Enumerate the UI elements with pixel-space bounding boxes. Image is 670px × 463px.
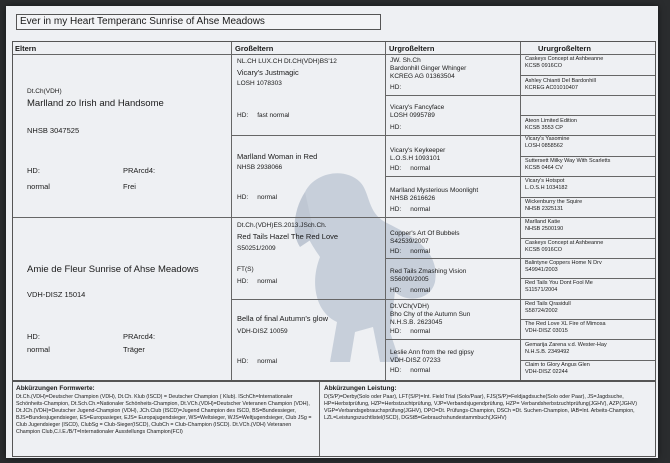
- grandparent-3-reg: S50251/2009: [237, 245, 276, 252]
- grandparent-2-hd: HD: normal: [237, 194, 278, 201]
- ggreat-7: Wickenburry the Squire NHSB 2325131: [525, 199, 583, 212]
- legend-leistung-text: D(S/P)=Derby(Solo oder Paar), LFT(S/P)=Int. Field Trial (Solo/Paar), FJS(S/P)=Feldjagdsuche(Solo oder Paar), JS=Jagdsuche, HP=Herbstprüfung, HZP=Herbstzuchtprüfung, VJP=Verbandsjugendprüfung, HZP= Verbandsherbstzuchtprüfung(JGHV), AZP(JGHV) VGP=Verbandsgebrauchsprüfung(JGHV), DPO=Dt. Prüfungs-Champion, DSCh =Dt. Suchen-Champion, IAB=Int. Arbeits-Champion, LZL=Leistungszuchtlistel(ISCD), DGStB=Gebrauchshundestammbuch(JGHV): [324, 394, 637, 421]
- col-header-ururgrosseltern: Ururgroßeltern: [538, 44, 591, 53]
- great-5-reg: S42539/2007: [390, 238, 429, 245]
- great-3-reg: L.O.S.H 1093101: [390, 155, 441, 162]
- ggreat-6: Vicary's Hotspot L.O.S.H 1034182: [525, 178, 568, 191]
- legend-formwerte: [13, 382, 320, 456]
- great-7-reg: N.H.S.B. 2623045: [390, 319, 443, 326]
- parent-dam-hd-value: normal: [27, 345, 50, 354]
- great-8-hd: HD: normal: [390, 367, 431, 374]
- parent-sire-pre: Dt.Ch(VDH): [27, 88, 62, 95]
- ggreat-12: Red Tails Qrasidull S58724/2002: [525, 301, 571, 314]
- great-8-name: Leslie Ann from the red gipsy: [390, 349, 474, 356]
- grandparent-3-pre: Dt.Ch.(VDH)ES.2013.JSch.Ch.: [237, 222, 327, 229]
- great-6-reg: S56090/2005: [390, 276, 429, 283]
- great-2-reg: LOSH 0995789: [390, 112, 435, 119]
- ggreat-15: Claim to Glory Angus Glen VDH-DISZ 02244: [525, 362, 590, 375]
- great-5-name: Copper's Art Of Bubbels: [390, 230, 460, 237]
- great-5-hd: HD: normal: [390, 248, 431, 255]
- parent-sire-pra-label: PRArcd4:: [123, 166, 156, 175]
- ggreat-10: Balintyne Coppers Home N Drv S49941/2003: [525, 260, 602, 273]
- great-6-name: Red Tails Zmashing Vision: [390, 268, 467, 275]
- ggreat-4: Vicary's Yasomine LOSH 0858562: [525, 136, 570, 149]
- ggreat-8: Marlland Katie NHSB 2500190: [525, 219, 564, 232]
- great-2-hd: HD:: [390, 124, 402, 131]
- parent-sire-name: Marlland zo Irish and Handsome: [27, 98, 164, 109]
- grandparent-4-reg: VDH-DISZ 10059: [237, 328, 288, 335]
- parent-dam-pra-label: PRArcd4:: [123, 332, 156, 341]
- great-1-reg: KCREG AG 01363504: [390, 73, 455, 80]
- ggreat-5: Suttersett Milky Way With Scarletts KCSB 0464 CV: [525, 158, 611, 171]
- great-2-name: Vicary's Fancyface: [390, 104, 445, 111]
- col-header-eltern: Eltern: [15, 44, 37, 53]
- grandparent-1-name: Vicary's Justmagic: [237, 68, 299, 77]
- ggreat-13: The Red Love XL Fire of Mimosa VDH-DISZ 03015: [525, 321, 606, 334]
- parent-sire-reg: NHSB 3047525: [27, 126, 80, 135]
- great-1-hd: HD:: [390, 84, 402, 91]
- great-7-name: Bho Chy of the Autumn Sun: [390, 311, 471, 318]
- legend-leistung-title: Abkürzungen Leistung:: [324, 385, 397, 392]
- grandparent-3-name: Red Tails Hazel The Red Love: [237, 232, 339, 241]
- ggreat-1: Caskeys Concept at Ashbeanne KCSB 0916CO: [525, 56, 604, 69]
- legend-formwerte-title: Abkürzungen Formwerte:: [16, 385, 95, 392]
- great-6-hd: HD: normal: [390, 287, 431, 294]
- parent-dam-name: Amie de Fleur Sunrise of Ahse Meadows: [27, 264, 199, 275]
- great-1-pre: JW. Sh.Ch: [390, 57, 421, 64]
- great-1-name: Bardonhill Ginger Whinger: [390, 65, 467, 72]
- grandparent-3-hd: FT(S) HD: normal: [237, 266, 278, 285]
- great-7-hd: HD: normal: [390, 328, 431, 335]
- parent-sire-hd-value: normal: [27, 182, 50, 191]
- grandparent-1-reg: LOSH 1078303: [237, 80, 282, 87]
- great-3-name: Vicary's Keykeeper: [390, 147, 446, 154]
- pedigree-document: [6, 6, 658, 458]
- great-7-pre: Dt.VCh(VDH): [390, 303, 430, 310]
- ggreat-2: Ashley Chianti Del Bardonhill KCREG AC01010407: [525, 78, 596, 91]
- great-4-reg: NHSB 2616626: [390, 195, 436, 202]
- parent-dam-hd-label: HD:: [27, 332, 40, 341]
- grandparent-4-name: Bella of final Autumn's glow: [237, 314, 329, 323]
- legend-leistung: [321, 382, 653, 456]
- ggreat-3: Ateon Limited Edition KCSB 3553 CP: [525, 118, 577, 131]
- great-4-hd: HD: normal: [390, 206, 431, 213]
- col-header-urgrosseltern: Urgroßeltern: [389, 44, 435, 53]
- parent-sire-pra-value: Frei: [123, 182, 136, 191]
- ggreat-9: Caskeys Concept at Ashbeanne KCSB 0916CO: [525, 240, 604, 253]
- great-3-hd: HD: normal: [390, 165, 431, 172]
- legend-formwerte-text: Dt.Ch.(VDH)=Deutscher Champion (VDH), Dt.Ch. Klub (ISCD) = Deutscher Champion ( Klub). ISchCh=Internationaler Schönheits-Champion, Dt.Sch.Ch.=Nationaler Schönheits-Champion, Dt.VCh.(VDH)=Deutscher Veteranen Champion (VDH), Dt.JCh.(VDH)=Deutscher Jugend-Champion (VDH), JCh.Club (ISCD)=Jugend Champion des ISCD, BS=Bundessieger, BJS=Bundesjugendsieger, ES=Europasieger, EJS= Europajugendsieger, WS=Weltsieger, WJS=Weltjugendsieger, Club JSg = Club Jugendsieger (ISCD), ClubSg = Club-Sieger(ISCD), ClubCh = Club-Champion (ISCD). Dt.VCh.(VDH) Veteranen Champion Club,C.I.E./B/T=Internationaler Ausstellungs Champion(FCI): [16, 394, 312, 435]
- ggreat-14: Gemarija Zarena v.d. Wester-Hay N.H.S.B. 2349492: [525, 342, 607, 355]
- abbreviation-legend: [12, 381, 656, 457]
- parent-sire-hd-label: HD:: [27, 166, 40, 175]
- grandparent-2-reg: NHSB 2938066: [237, 164, 283, 171]
- parent-dam-pra-value: Träger: [123, 345, 145, 354]
- document-title: Ever in my Heart Temperanc Sunrise of Ahse Meadows: [16, 14, 381, 30]
- ggreat-11: Red Tails You Dont Fool Me S11571/2004: [525, 280, 593, 293]
- great-8-reg: VDH-DISZ 07233: [390, 357, 441, 364]
- col-header-grosseltern: Großeltern: [235, 44, 274, 53]
- great-4-name: Marlland Mysterious Moonlight: [390, 187, 479, 194]
- grandparent-1-pre: NL.CH LUX.CH Dt.CH(VDH)BS'12: [237, 58, 337, 65]
- grandparent-1-hd: HD: fast normal: [237, 112, 290, 119]
- grandparent-4-hd: HD: normal: [237, 358, 278, 365]
- grandparent-2-name: Marlland Woman in Red: [237, 152, 318, 161]
- pedigree-table: [12, 41, 656, 381]
- parent-dam-reg: VDH-DISZ 15014: [27, 290, 86, 299]
